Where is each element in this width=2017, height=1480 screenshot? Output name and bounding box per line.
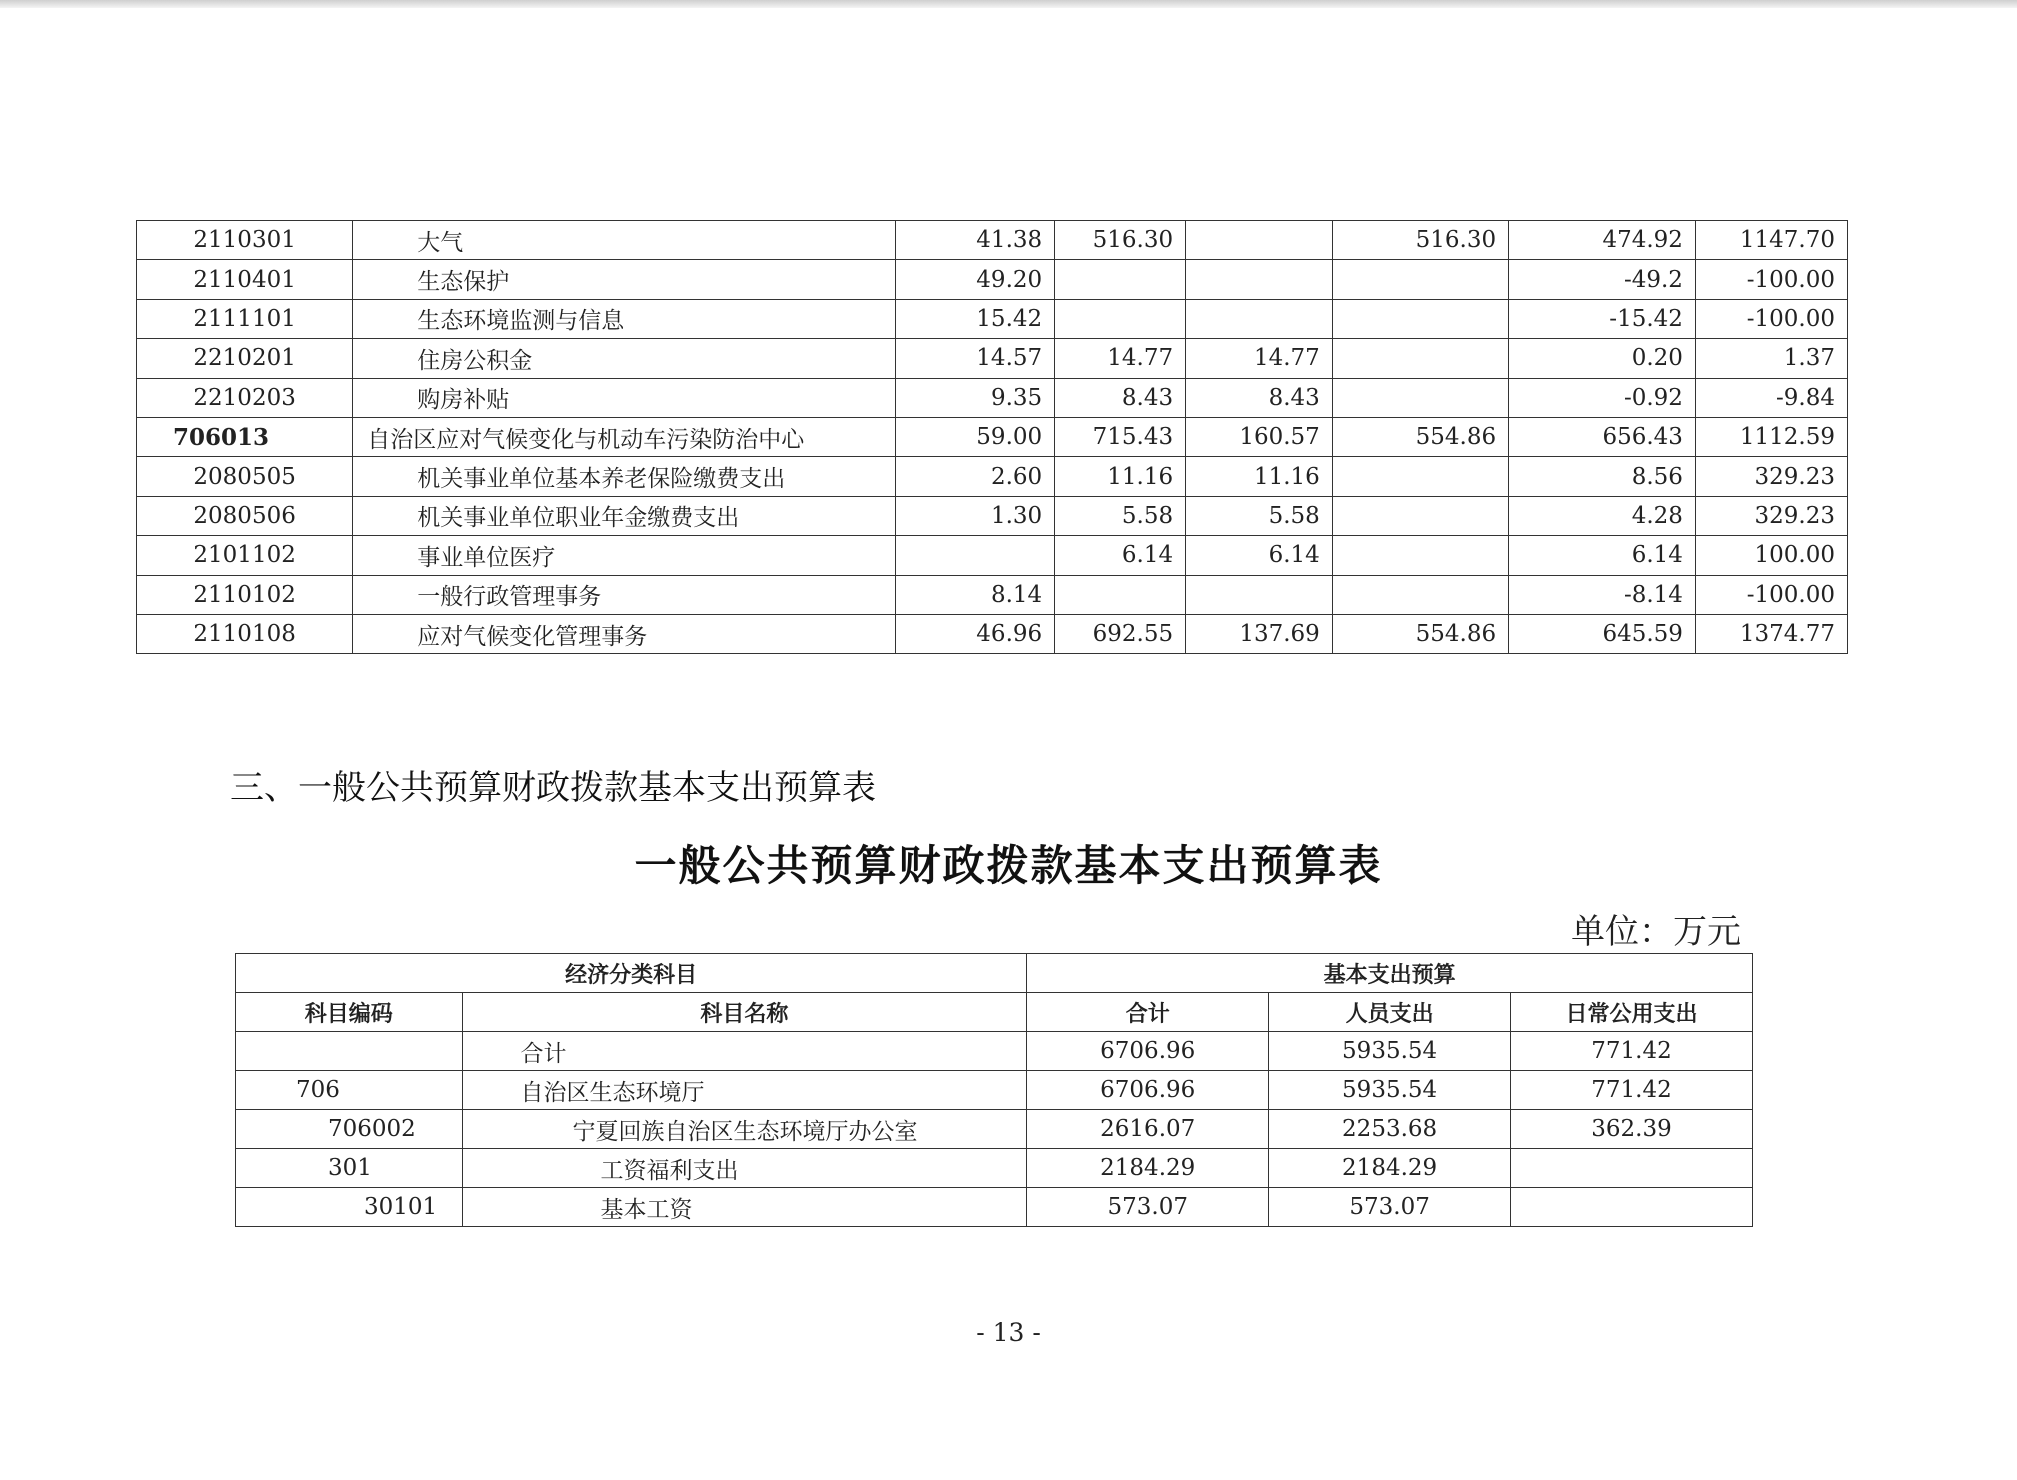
cell-value: 6.14 [1055,536,1186,575]
group-header-row [236,954,1753,993]
cell-value: 8.43 [1186,378,1333,417]
cell-personnel: 2184.29 [1269,1149,1511,1188]
cell-value: 14.57 [896,339,1055,378]
subject-name: 机关事业单位基本养老保险缴费支出 [353,457,896,496]
subject-name: 宁夏回族自治区生态环境厅办公室 [462,1110,1027,1149]
subject-name: 生态保护 [353,260,896,299]
subject-code: 2110301 [137,221,353,260]
cell-value [1186,260,1333,299]
table-row [137,378,1848,417]
cell-value: 645.59 [1509,614,1696,653]
cell-value: 2.60 [896,457,1055,496]
subject-name: 自治区生态环境厅 [462,1071,1027,1110]
cell-value: 692.55 [1055,614,1186,653]
subject-name: 工资福利支出 [462,1149,1027,1188]
subject-code: 30101 [236,1188,463,1227]
table-row [236,1110,1753,1149]
subject-name: 生态环境监测与信息 [353,299,896,338]
cell-total: 6706.96 [1027,1032,1269,1071]
subject-code: 2210201 [137,339,353,378]
table-row-unit [137,417,1848,456]
column-header-personnel: 人员支出 [1269,993,1511,1032]
cell-value [896,536,1055,575]
cell-value: 160.57 [1186,417,1333,456]
section-heading: 三、一般公共预算财政拨款基本支出预算表 [230,768,876,808]
table-row [137,614,1848,653]
subject-code: 2110102 [137,575,353,614]
cell-total: 573.07 [1027,1188,1269,1227]
cell-public [1511,1149,1753,1188]
cell-value: 8.14 [896,575,1055,614]
cell-value: 329.23 [1695,496,1847,535]
cell-value: 14.77 [1186,339,1333,378]
subject-code: 2110401 [137,260,353,299]
cell-value: 474.92 [1509,221,1696,260]
cell-value [1332,299,1508,338]
cell-value: 516.30 [1055,221,1186,260]
group-header-economic-class: 经济分类科目 [236,954,1027,993]
cell-value [1332,339,1508,378]
column-header-total: 合计 [1027,993,1269,1032]
cell-value [1055,260,1186,299]
cell-value [1332,575,1508,614]
cell-value [1332,260,1508,299]
cell-personnel: 2253.68 [1269,1110,1511,1149]
cell-value [1332,457,1508,496]
cell-value: 15.42 [896,299,1055,338]
table-row [137,575,1848,614]
table-row [137,339,1848,378]
table-row [137,536,1848,575]
subject-name: 应对气候变化管理事务 [353,614,896,653]
cell-value: 1.30 [896,496,1055,535]
subject-code [236,1032,463,1071]
cell-value: 554.86 [1332,417,1508,456]
cell-value: 41.38 [896,221,1055,260]
cell-value: 329.23 [1695,457,1847,496]
subject-name: 一般行政管理事务 [353,575,896,614]
cell-value [1332,378,1508,417]
cell-value [1332,536,1508,575]
cell-value: 59.00 [896,417,1055,456]
cell-total: 6706.96 [1027,1071,1269,1110]
subject-name: 机关事业单位职业年金缴费支出 [353,496,896,535]
table-row-total [236,1032,1753,1071]
cell-value: -100.00 [1695,575,1847,614]
group-header-basic-budget: 基本支出预算 [1027,954,1753,993]
cell-value: 137.69 [1186,614,1333,653]
cell-value: 0.20 [1509,339,1696,378]
subject-name: 事业单位医疗 [353,536,896,575]
cell-value: 14.77 [1055,339,1186,378]
cell-value: 8.56 [1509,457,1696,496]
table-row [137,457,1848,496]
cell-value: -49.2 [1509,260,1696,299]
column-header-name: 科目名称 [462,993,1027,1032]
subject-code: 2080506 [137,496,353,535]
cell-public: 771.42 [1511,1032,1753,1071]
cell-value: 4.28 [1509,496,1696,535]
column-header-public: 日常公用支出 [1511,993,1753,1032]
cell-public: 771.42 [1511,1071,1753,1110]
subject-name: 合计 [462,1032,1027,1071]
subject-code: 2080505 [137,457,353,496]
cell-value [1055,299,1186,338]
subject-code: 2110108 [137,614,353,653]
cell-total: 2184.29 [1027,1149,1269,1188]
column-header-row [236,993,1753,1032]
subject-code: 706 [236,1071,463,1110]
table-row [137,299,1848,338]
subject-code: 2210203 [137,378,353,417]
cell-value: 6.14 [1509,536,1696,575]
cell-value: 46.96 [896,614,1055,653]
cell-value: 516.30 [1332,221,1508,260]
cell-value: 1374.77 [1695,614,1847,653]
cell-value [1186,575,1333,614]
table-row [236,1149,1753,1188]
cell-value: -100.00 [1695,260,1847,299]
table-row [236,1071,1753,1110]
cell-value: 1112.59 [1695,417,1847,456]
cell-value: 49.20 [896,260,1055,299]
scan-top-edge [0,0,2017,8]
table-row [236,1188,1753,1227]
column-header-code: 科目编码 [236,993,463,1032]
table-title: 一般公共预算财政拨款基本支出预算表 [634,841,1383,890]
subject-code: 301 [236,1149,463,1188]
cell-value: -9.84 [1695,378,1847,417]
unit-label: 单位：万元 [1571,912,1741,952]
basic-expenditure-table [235,953,1753,1227]
cell-value [1186,221,1333,260]
cell-personnel: 5935.54 [1269,1071,1511,1110]
table-row [137,260,1848,299]
subject-name: 住房公积金 [353,339,896,378]
subject-code: 706002 [236,1110,463,1149]
cell-value: -15.42 [1509,299,1696,338]
cell-total: 2616.07 [1027,1110,1269,1149]
table-row [137,496,1848,535]
cell-value: 1.37 [1695,339,1847,378]
cell-value: 1147.70 [1695,221,1847,260]
cell-value: 554.86 [1332,614,1508,653]
table-row [137,221,1848,260]
cell-value: 6.14 [1186,536,1333,575]
cell-value [1055,575,1186,614]
budget-table-continued [136,220,1848,654]
cell-value: -0.92 [1509,378,1696,417]
cell-value: -100.00 [1695,299,1847,338]
page-number: - 13 - [976,1318,1041,1347]
cell-value: 100.00 [1695,536,1847,575]
cell-value: 8.43 [1055,378,1186,417]
cell-value: 9.35 [896,378,1055,417]
cell-personnel: 5935.54 [1269,1032,1511,1071]
cell-public: 362.39 [1511,1110,1753,1149]
unit-code: 706013 [137,417,353,456]
cell-public [1511,1188,1753,1227]
cell-value: 11.16 [1055,457,1186,496]
cell-value [1332,496,1508,535]
unit-name: 自治区应对气候变化与机动车污染防治中心 [353,417,896,456]
subject-code: 2101102 [137,536,353,575]
cell-value: 11.16 [1186,457,1333,496]
cell-value: -8.14 [1509,575,1696,614]
subject-code: 2111101 [137,299,353,338]
subject-name: 购房补贴 [353,378,896,417]
subject-name: 基本工资 [462,1188,1027,1227]
cell-value: 5.58 [1186,496,1333,535]
cell-value: 715.43 [1055,417,1186,456]
cell-value [1186,299,1333,338]
subject-name: 大气 [353,221,896,260]
cell-value: 5.58 [1055,496,1186,535]
cell-value: 656.43 [1509,417,1696,456]
cell-personnel: 573.07 [1269,1188,1511,1227]
